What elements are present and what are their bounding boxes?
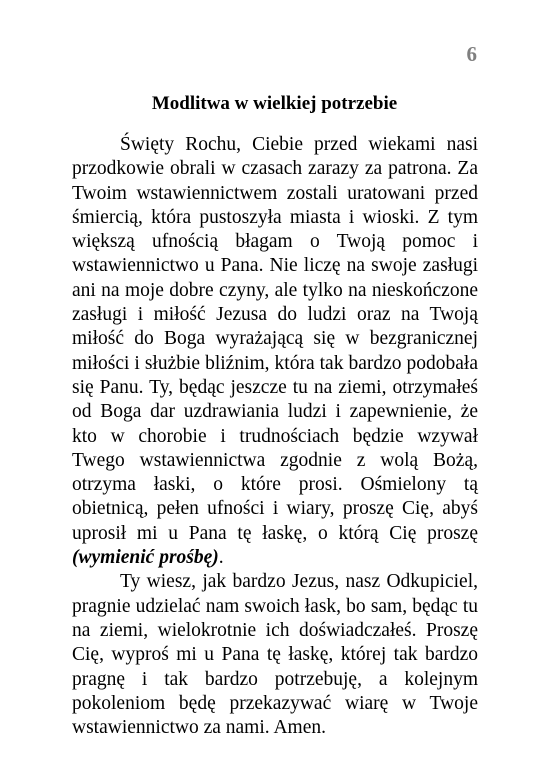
paragraph-1-text: Święty Rochu, Ciebie przed wiekami nasi przodkowie obrali w czasach zarazy za patrona. Za Twoim wstawiennictwem zostali uratowani przed śmiercią, która pustoszyła miasta i wioski. Z tym większą ufnością błagam o Twoją pomoc i wstawiennictwo u Pana. Nie liczę na swoje zasługi ani na moje dobre czyny, ale tylko na nieskończone zasługi i miłość Jezusa do ludzi oraz na Twoją miłość do Boga wyrażającą się w bezgranicznej miłości i służbie bliźnim, która tak bardzo podobała się Panu. Ty, będąc jeszcze tu na ziemi, otrzymałeś od Boga dar uzdrawiania ludzi i zapewnienie, że kto w chorobie i trudnościach będzie wzywał Twego wstawiennictwa zgodnie z wolą Bożą, otrzyma łaski, o które prosi. Ośmielony tą obietnicą, pełen ufności i wiary, proszę Cię, abyś uprosił mi u Pana tę łaskę, o którą Cię proszę bbox=[72, 134, 478, 544]
prayer-paragraph-1 bbox=[72, 133, 478, 570]
prayer-title: Modlitwa w wielkiej potrzebie bbox=[151, 93, 398, 114]
prayer-paragraph-2: Ty wiesz, jak bardzo Jezus, nasz Odkupiciel, pragnie udzielać nam swoich łask, bo sam, będąc tu na ziemi, wielokrotnie ich doświadczałeś. Proszę Cię, wyproś mi u Pana tę łaskę, której tak bardzo pragnę i tak bardzo potrzebuję, a kolejnym pokoleniom będę przekazywać wiarę w Twoje wstawiennictwo za nami. Amen. bbox=[72, 571, 478, 739]
page-number: 6 bbox=[466, 42, 477, 66]
prayer-body bbox=[72, 133, 478, 740]
petition-placeholder: (wymienić prośbę) bbox=[72, 547, 219, 569]
paragraph-1-end: . bbox=[218, 547, 224, 569]
